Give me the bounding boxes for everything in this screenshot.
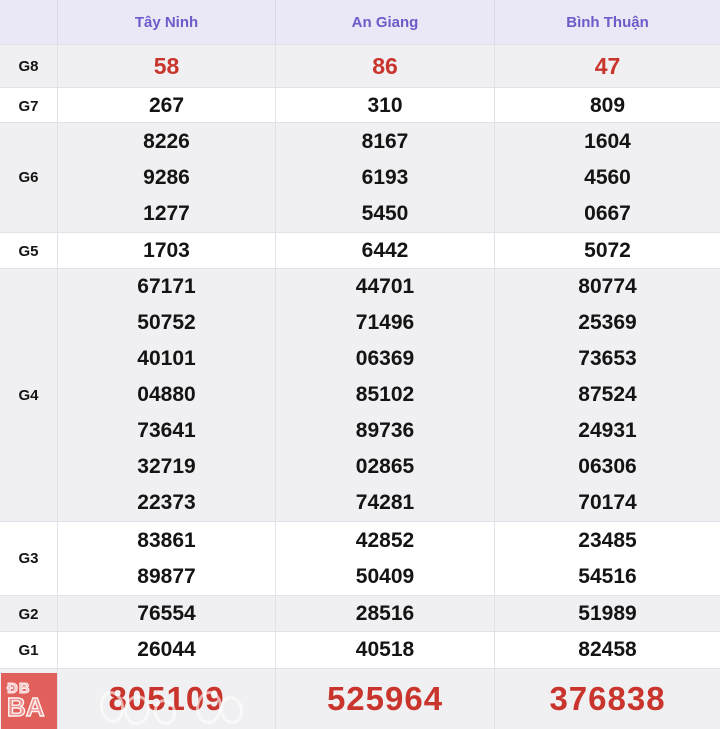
prize-cell <box>275 632 494 668</box>
prize-number: 73641 <box>137 419 196 442</box>
prize-number: 83861 <box>137 528 196 552</box>
prize-cell <box>275 233 494 269</box>
prize-cell <box>275 596 494 632</box>
prize-cell <box>494 269 720 521</box>
province-link-binh-thuan[interactable]: Bình Thuận <box>566 13 649 31</box>
prize-cell <box>57 233 275 269</box>
prize-number: 06306 <box>578 455 637 478</box>
prize-cell <box>494 669 720 729</box>
prize-number: 58 <box>153 53 180 79</box>
prize-number: 50409 <box>355 564 415 588</box>
prize-cell <box>57 522 275 595</box>
prize-row-label: ĐB <box>7 680 31 697</box>
prize-number: 04880 <box>137 383 196 406</box>
prize-number: 06369 <box>355 347 415 370</box>
prize-cell <box>275 269 494 521</box>
prize-cell <box>275 669 494 729</box>
prize-number: 23485 <box>578 528 637 552</box>
prize-row-db <box>0 668 720 729</box>
prize-cell <box>57 269 275 521</box>
prize-row-label: G2 <box>18 605 39 623</box>
prize-number: 40101 <box>137 347 196 370</box>
prize-row-g4 <box>0 268 720 521</box>
prize-number: 73653 <box>578 347 637 370</box>
prize-number: 5072 <box>584 239 631 262</box>
watermark-logo-letters: BA <box>7 692 45 722</box>
prize-cell <box>57 123 275 232</box>
prize-number: 25369 <box>578 311 637 334</box>
prize-number: 6442 <box>361 239 409 262</box>
prize-label-cell-db <box>0 669 57 729</box>
prize-number: 71496 <box>355 311 415 334</box>
prize-cell <box>57 669 275 729</box>
prize-cell <box>275 522 494 595</box>
prize-cell <box>494 123 720 232</box>
prize-row-g1 <box>0 631 720 668</box>
prize-number: 28516 <box>355 602 415 625</box>
prize-number: 376838 <box>549 680 666 717</box>
prize-number: 80774 <box>578 275 637 298</box>
watermark-logo <box>1 673 57 729</box>
header-col-tay-ninh[interactable] <box>57 0 275 44</box>
prize-row-g6 <box>0 122 720 232</box>
prize-row-g7 <box>0 87 720 122</box>
prize-label-cell-g6 <box>0 123 57 232</box>
prize-cell <box>275 123 494 232</box>
prize-row-g3 <box>0 521 720 595</box>
prize-cell <box>57 88 275 124</box>
prize-number: 50752 <box>137 311 196 334</box>
prize-number: 1703 <box>143 239 190 262</box>
prize-number: 22373 <box>137 491 196 514</box>
prize-number: 5450 <box>361 201 409 225</box>
prize-cell <box>494 522 720 595</box>
prize-row-label: G7 <box>18 97 39 115</box>
prize-cell <box>57 596 275 632</box>
prize-number: 76554 <box>137 602 196 625</box>
prize-number: 02865 <box>355 455 415 478</box>
prize-number: 82458 <box>578 638 637 661</box>
prize-number: 70174 <box>578 491 637 514</box>
prize-row-label: G1 <box>18 641 39 659</box>
prize-cell <box>494 632 720 668</box>
prize-number: 74281 <box>355 491 415 514</box>
prize-row-g2 <box>0 595 720 631</box>
prize-number: 26044 <box>137 638 196 661</box>
prize-cell <box>57 45 275 87</box>
prize-cell <box>494 88 720 124</box>
prize-cell <box>494 233 720 269</box>
prize-number: 42852 <box>355 528 415 552</box>
prize-number: 51989 <box>578 602 637 625</box>
prize-number: 47 <box>594 53 621 79</box>
prize-cell <box>275 88 494 124</box>
prize-rows-container <box>0 44 720 729</box>
prize-number: 310 <box>367 94 403 117</box>
prize-row-g5 <box>0 232 720 268</box>
prize-label-cell-g7 <box>0 88 57 124</box>
prize-number: 87524 <box>578 383 637 406</box>
prize-label-cell-g5 <box>0 233 57 269</box>
prize-number: 4560 <box>584 165 631 189</box>
prize-cell <box>494 596 720 632</box>
prize-row-label: G5 <box>18 242 39 260</box>
prize-number: 89877 <box>137 564 196 588</box>
province-link-tay-ninh[interactable]: Tây Ninh <box>134 13 199 31</box>
prize-label-cell-g3 <box>0 522 57 595</box>
prize-number: 40518 <box>355 638 415 661</box>
header-col-binh-thuan[interactable] <box>494 0 720 44</box>
prize-number: 1604 <box>584 129 631 153</box>
prize-number: 805109 <box>108 680 225 717</box>
province-link-an-giang[interactable]: An Giang <box>351 13 419 31</box>
prize-label-cell-g8 <box>0 45 57 87</box>
prize-label-cell-g1 <box>0 632 57 668</box>
prize-number: 89736 <box>355 419 415 442</box>
prize-number: 44701 <box>355 275 415 298</box>
prize-number: 8226 <box>143 129 190 153</box>
prize-row-label: G8 <box>18 57 39 75</box>
prize-row-label: G3 <box>18 550 39 567</box>
prize-number: 6193 <box>361 165 409 189</box>
prize-number: 267 <box>148 94 185 117</box>
prize-cell <box>494 45 720 87</box>
header-col-an-giang[interactable] <box>275 0 494 44</box>
prize-row-label: G6 <box>18 169 39 186</box>
prize-number: 1277 <box>143 201 190 225</box>
prize-number: 0667 <box>584 201 631 225</box>
prize-number: 86 <box>372 53 398 79</box>
prize-number: 67171 <box>137 275 196 298</box>
prize-number: 32719 <box>137 455 196 478</box>
prize-row-label: G4 <box>18 386 39 404</box>
prize-label-cell-g2 <box>0 596 57 632</box>
prize-cell <box>275 45 494 87</box>
prize-number: 9286 <box>143 165 190 189</box>
prize-number: 525964 <box>326 680 444 717</box>
header-corner-cell <box>0 0 57 44</box>
prize-number: 809 <box>589 94 626 117</box>
prize-number: 24931 <box>578 419 637 442</box>
header-row <box>0 0 720 44</box>
prize-number: 54516 <box>578 564 637 588</box>
prize-number: 85102 <box>355 383 415 406</box>
prize-row-g8 <box>0 44 720 87</box>
prize-number: 8167 <box>361 129 409 153</box>
prize-label-cell-g4 <box>0 269 57 521</box>
prize-cell <box>57 632 275 668</box>
